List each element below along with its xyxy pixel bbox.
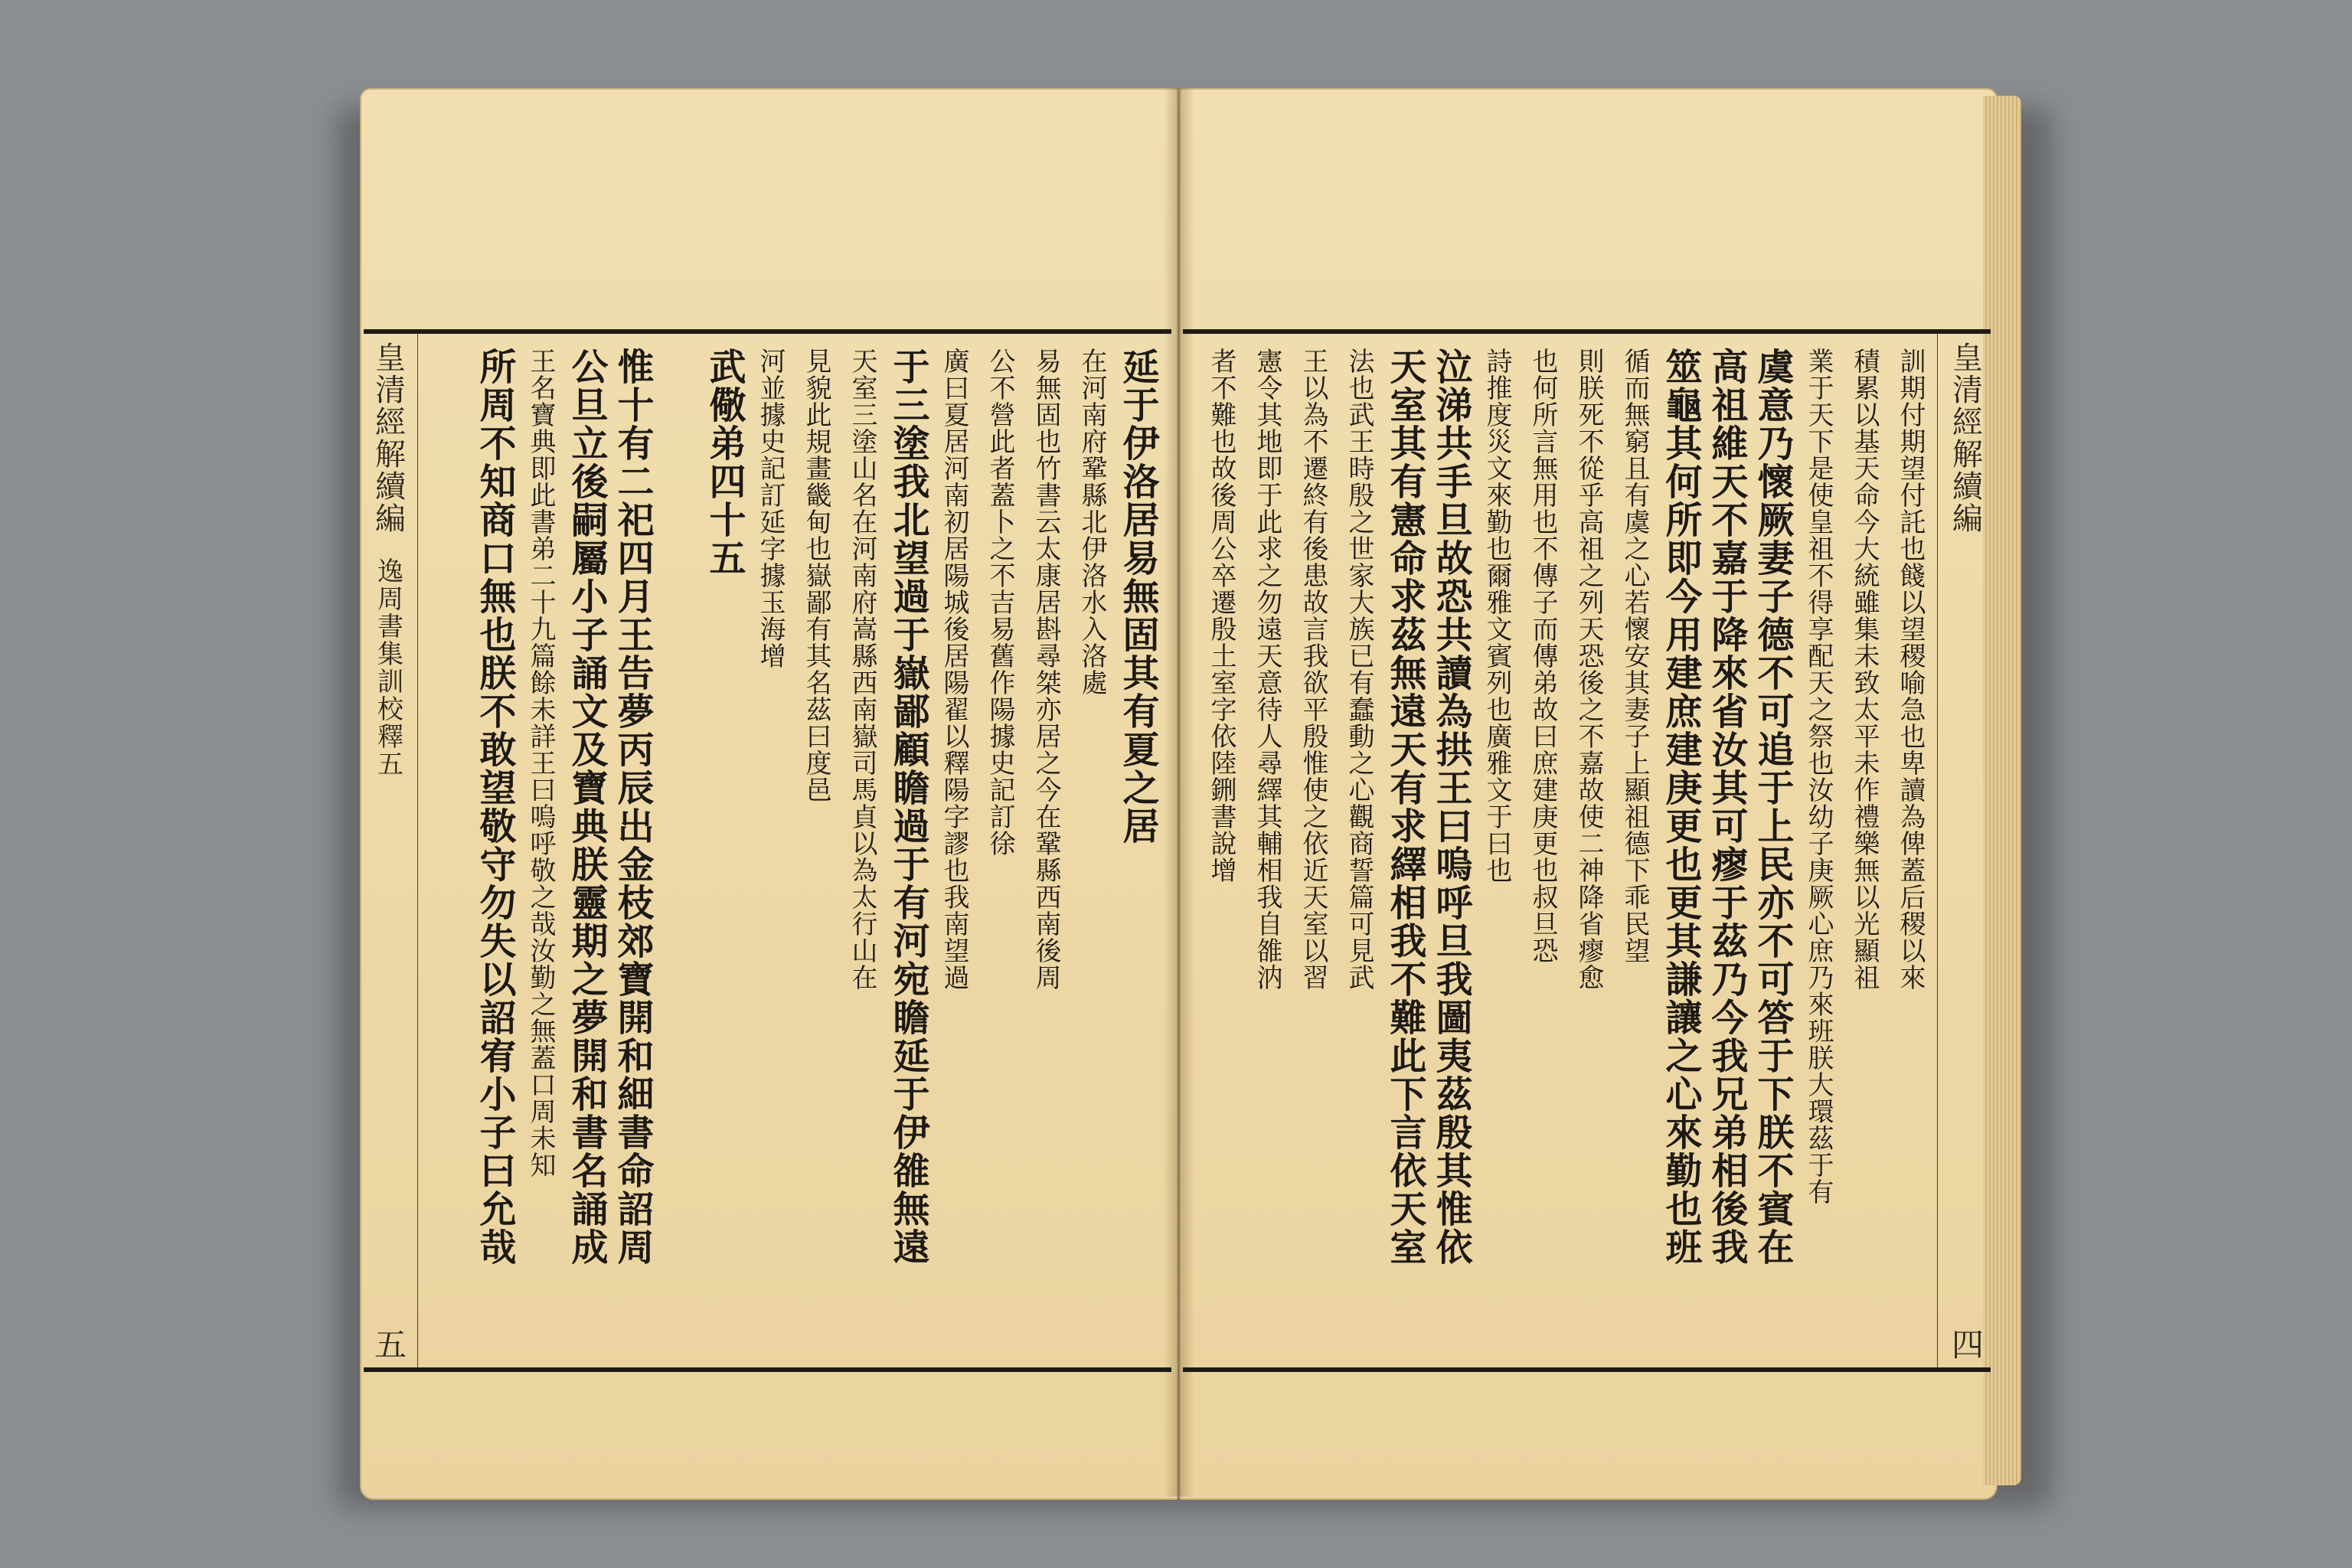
- text-column: 天室三塗山名在河南府嵩縣西南嶽司馬貞以為太行山在: [847, 348, 877, 991]
- text-column: 天室其有憲命求茲無遠天有求繹相我不難此下言依天室: [1383, 348, 1426, 1266]
- text-column: 訓期付期望付託也餞以望稷喻急也卑讀為俾蓋后稷以來: [1895, 348, 1926, 991]
- text-column: 王名寶典即此書弟二十九篇餘未詳王曰嗚呼敬之哉汝勤之無蓋口周未知: [525, 348, 556, 1178]
- text-column: 筮龜其何所即今用建庶建庚更也更其謙讓之心來勤也班: [1659, 348, 1702, 1266]
- right-page-text: [1198, 348, 1933, 1357]
- text-column: 河並據史記訂延字據玉海增: [755, 348, 786, 669]
- text-column: 廣曰夏居河南初居陽城後居陽翟以釋陽字謬也我南望過: [939, 348, 969, 991]
- text-column: 業于天下是使皇祖不得享配天之祭也汝幼子庚厥心庶乃來班朕大環茲于有: [1803, 348, 1834, 1205]
- text-column: 武儆弟四十五: [703, 348, 746, 577]
- text-column: 易無固也竹書云太康居斟尋桀亦居之今在鞏縣西南後周: [1031, 348, 1061, 991]
- right-margin-folio: 四: [1947, 1328, 1984, 1360]
- left-page-margin: [365, 341, 411, 1360]
- text-column: 詩推度災文來勤也爾雅文賓列也廣雅文于曰也: [1481, 348, 1512, 884]
- text-column: 所周不知商口無也朕不敢望敬守勿失以詔宥小子曰允哉: [473, 348, 516, 1266]
- text-column: 者不難也故後周公卒遷殷土室字依陸鉶書說增: [1206, 348, 1236, 884]
- text-column: 虞意乃懷厥妻子德不可追于上民亦不可答于下朕不賓在: [1751, 348, 1794, 1266]
- left-margin-title: 皇清經解續編: [370, 341, 406, 534]
- left-margin-subtitle: 逸周書集訓校釋五: [372, 557, 403, 778]
- text-column: 惟十有二祀四月王告夢丙辰出金枝郊寶開和細書命詔周: [611, 348, 654, 1266]
- text-column: 王以為不遷終有後患故言我欲平殷惟使之依近天室以習: [1298, 348, 1328, 991]
- text-column: 法也武王時殷之世家大族已有蠢動之心觀商誓篇可見武: [1344, 348, 1374, 991]
- text-column: 公不營此者蓋卜之不吉易舊作陽據史記訂徐: [985, 348, 1015, 857]
- left-page-text: [422, 348, 1161, 1357]
- text-column: 憲令其地即于此求之勿遠天意待人尋繹其輔相我自雒汭: [1252, 348, 1282, 991]
- text-column: 延于伊洛居易無固其有夏之居: [1116, 348, 1159, 845]
- text-column: 則朕死不從乎高祖之列天恐後之不嘉故使二神降省瘳愈: [1573, 348, 1604, 991]
- text-column: 在河南府鞏縣北伊洛水入洛處: [1076, 348, 1107, 696]
- text-column: 公旦立後嗣屬小子誦文及寶典朕靈期之夢開和書名誦成: [565, 348, 608, 1266]
- text-column: 循而無窮且有虞之心若懷安其妻子上顯祖德下乖民望: [1619, 348, 1650, 964]
- text-column: 積累以基天命今大統雖集未致太平未作禮樂無以光顯祖: [1849, 348, 1880, 991]
- margin-rule: [1937, 334, 1938, 1367]
- text-column: [655, 348, 701, 1357]
- text-column: 也何所言無用也不傳子而傳弟故曰庶建庚更也叔旦恐: [1527, 348, 1558, 964]
- left-margin-folio: 五: [370, 1328, 407, 1360]
- text-column: 見貌此規畫畿甸也嶽鄙有其名茲曰度邑: [801, 348, 831, 803]
- text-column: 于三塗我北望過于嶽鄙顧瞻過于有河宛瞻延于伊雒無遠: [887, 348, 929, 1266]
- margin-rule: [417, 334, 418, 1367]
- right-text-frame: [1183, 329, 1991, 1372]
- right-margin-title: 皇清經解續編: [1947, 341, 1983, 534]
- right-page-margin: [1942, 341, 1988, 1360]
- text-column: 泣涕共手旦故恐共讀為拱王曰嗚呼旦我圖夷茲殷其惟依: [1429, 348, 1472, 1266]
- left-text-frame: [364, 329, 1171, 1372]
- text-column: 高祖維天不嘉于降來省汝其可瘳于茲乃今我兄弟相後我: [1705, 348, 1748, 1266]
